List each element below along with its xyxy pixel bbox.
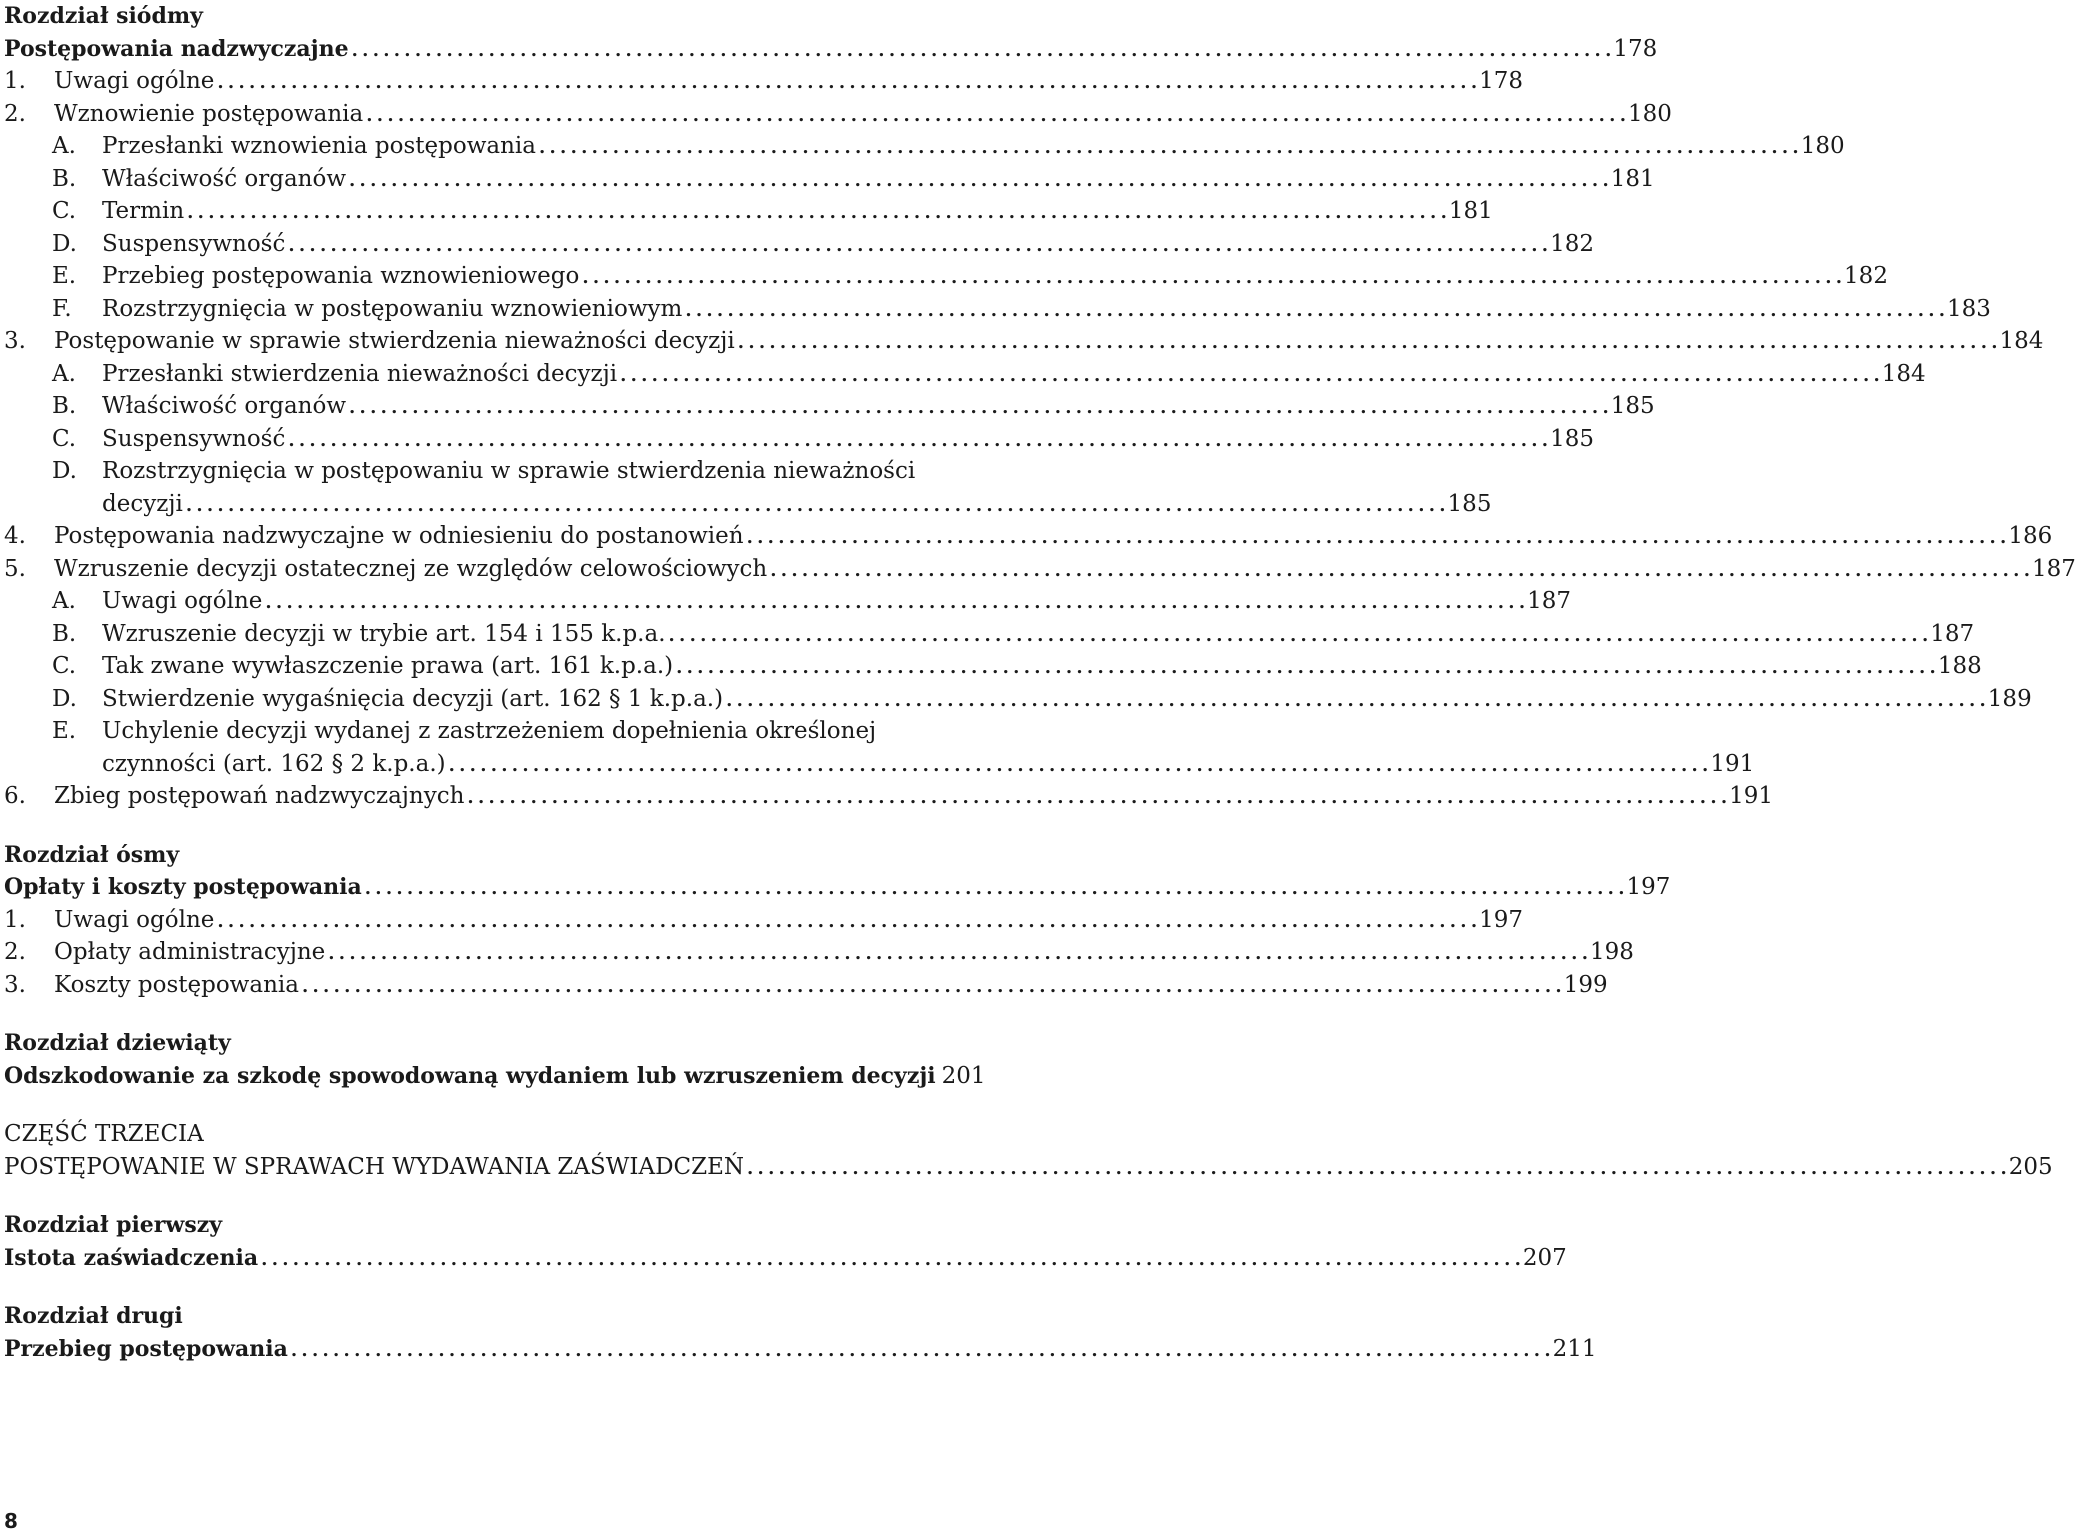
- toc-entry: [4, 423, 1594, 456]
- toc-entry: [4, 748, 1755, 781]
- entry-page: 185: [1550, 425, 1594, 452]
- dot-leader: [582, 262, 1841, 295]
- dot-leader: [352, 35, 1611, 68]
- entry-number: C.: [52, 653, 77, 679]
- entry-number: B.: [52, 165, 77, 192]
- entry-title: Termin: [102, 198, 185, 224]
- chapter-heading: [4, 1027, 954, 1060]
- entry-title: Koszty postępowania: [54, 971, 299, 998]
- toc-entry: [4, 715, 954, 748]
- entry-number: C.: [52, 425, 77, 452]
- heading-text: Rozdział drugi: [4, 1303, 183, 1329]
- entry-page: 211: [1552, 1335, 1597, 1362]
- entry-title: Uwagi ogólne: [54, 68, 215, 94]
- toc-entry: [4, 780, 1774, 813]
- entry-number: A.: [52, 133, 76, 159]
- entry-page: 189: [1987, 685, 2032, 712]
- toc-entry: [4, 969, 1608, 1002]
- heading-text: Rozdział ósmy: [4, 841, 180, 868]
- dot-leader: [261, 1244, 1520, 1277]
- dot-leader: [328, 938, 1587, 971]
- entry-page: 181: [1448, 198, 1493, 224]
- entry-page: 187: [2031, 555, 2076, 582]
- dot-leader: [265, 587, 1524, 620]
- dot-leader: [365, 873, 1624, 906]
- entry-title: Wzruszenie decyzji w trybie art. 154 i 155 k.p.a.: [102, 620, 666, 647]
- dot-leader: [291, 1335, 1550, 1368]
- dot-leader: [186, 490, 1445, 523]
- entry-page: 186: [2008, 523, 2053, 549]
- toc-entry: [4, 260, 1888, 293]
- toc-entry: [4, 33, 1658, 66]
- entry-title: Istota zaświadczenia: [4, 1244, 259, 1271]
- toc-entry: [4, 1333, 1597, 1366]
- entry-page: 184: [1881, 360, 1926, 387]
- toc-entry: [4, 98, 1672, 131]
- toc-entry: [4, 65, 1523, 98]
- dot-leader: [467, 782, 1726, 815]
- entry-page: 184: [1999, 328, 2044, 354]
- chapter-heading: [4, 0, 954, 33]
- entry-title: Postępowania nadzwyczajne w odniesieniu do postanowień: [54, 523, 744, 549]
- entry-page: 187: [1930, 620, 1975, 647]
- toc-entry: [4, 358, 1926, 391]
- entry-title: Właściwość organów: [102, 393, 347, 419]
- entry-page: 182: [1844, 263, 1888, 289]
- entry-page: 185: [1447, 490, 1492, 517]
- toc-entry: [4, 618, 1975, 651]
- entry-page: 178: [1613, 35, 1658, 62]
- dot-leader: [349, 165, 1608, 198]
- dot-leader: [747, 1153, 2006, 1186]
- entry-page: 180: [1627, 100, 1672, 127]
- entry-page: 187: [1527, 588, 1571, 614]
- toc-entry: [4, 904, 1523, 937]
- entry-page: 182: [1550, 230, 1594, 257]
- dot-leader: [217, 67, 1476, 100]
- entry-page: 205: [2008, 1153, 2053, 1180]
- toc-entry: [4, 650, 1982, 683]
- entry-page: 201: [941, 1062, 986, 1089]
- dot-leader: [288, 230, 1547, 263]
- entry-number: 3.: [4, 971, 26, 998]
- entry-page: 197: [1626, 874, 1671, 900]
- entry-number: 5.: [4, 555, 26, 582]
- toc-entry: [4, 195, 1493, 228]
- entry-number: A.: [52, 588, 76, 614]
- entry-title: Postępowania nadzwyczajne: [4, 35, 349, 62]
- entry-title: Przesłanki wznowienia postępowania: [102, 133, 536, 159]
- dot-leader: [669, 620, 1928, 653]
- entry-title: decyzji: [102, 490, 183, 517]
- entry-number: A.: [52, 360, 76, 387]
- dot-leader: [726, 685, 1985, 718]
- toc-entry: [4, 488, 1492, 521]
- entry-title: POSTĘPOWANIE W SPRAWACH WYDAWANIA ZAŚWIADCZEŃ: [4, 1153, 745, 1180]
- toc-entry: [4, 871, 1671, 904]
- entry-page: 188: [1937, 653, 1982, 679]
- dot-leader: [770, 555, 2029, 588]
- dot-leader: [366, 100, 1625, 133]
- entry-page: 178: [1479, 68, 1523, 94]
- entry-title: Uwagi ogólne: [102, 588, 263, 614]
- toc-entry: [4, 455, 954, 488]
- entry-number: 2.: [4, 939, 26, 965]
- dot-leader: [620, 360, 1879, 393]
- entry-title: Opłaty administracyjne: [54, 939, 326, 965]
- entry-number: F.: [52, 295, 72, 322]
- entry-number: D.: [52, 458, 77, 484]
- entry-title: Wzruszenie decyzji ostatecznej ze względów celowościowych: [54, 555, 768, 582]
- part-heading: [4, 1118, 954, 1151]
- entry-number: 1.: [4, 906, 26, 933]
- toc-entry: [4, 683, 2032, 716]
- table-of-contents: [4, 0, 2076, 1365]
- entry-page: 191: [1710, 750, 1755, 777]
- entry-page: 199: [1563, 971, 1608, 998]
- toc-entry: [4, 163, 1655, 196]
- entry-title: Suspensywność: [102, 425, 286, 452]
- entry-page: 183: [1947, 295, 1991, 322]
- dot-leader: [539, 132, 1798, 165]
- entry-page: 207: [1522, 1244, 1567, 1271]
- dot-leader: [685, 295, 1944, 328]
- entry-title: Zbieg postępowań nadzwyczajnych: [54, 783, 465, 809]
- toc-entry: [4, 1151, 2053, 1184]
- entry-page: 185: [1610, 393, 1655, 419]
- entry-number: 2.: [4, 100, 26, 127]
- toc-entry: [4, 130, 1845, 163]
- entry-title: Postępowanie w sprawie stwierdzenia nieważności decyzji: [54, 328, 735, 354]
- heading-text: Rozdział siódmy: [4, 3, 203, 29]
- entry-title: Stwierdzenie wygaśnięcia decyzji (art. 162 § 1 k.p.a.): [102, 685, 724, 712]
- entry-title: Opłaty i koszty postępowania: [4, 874, 362, 900]
- entry-number: 4.: [4, 523, 26, 549]
- chapter-heading: [4, 839, 954, 872]
- dot-leader: [738, 327, 1997, 360]
- entry-number: 3.: [4, 328, 26, 354]
- entry-title: Przebieg postępowania: [4, 1335, 288, 1362]
- entry-number: D.: [52, 230, 77, 257]
- toc-entry: [4, 520, 2053, 553]
- entry-title: Suspensywność: [102, 230, 286, 257]
- dot-leader: [302, 971, 1561, 1004]
- toc-entry: [4, 936, 1634, 969]
- heading-text: Rozdział dziewiąty: [4, 1030, 231, 1056]
- dot-leader: [288, 425, 1547, 458]
- dot-leader: [449, 750, 1708, 783]
- entry-number: 6.: [4, 783, 26, 809]
- entry-page: 197: [1479, 906, 1523, 933]
- toc-entry: [4, 585, 1571, 618]
- entry-title: Właściwość organów: [102, 165, 347, 192]
- dot-leader: [217, 906, 1476, 939]
- entry-title: Wznowienie postępowania: [54, 100, 364, 127]
- entry-title: Uwagi ogólne: [54, 906, 215, 933]
- entry-title: czynności (art. 162 § 2 k.p.a.): [102, 750, 446, 777]
- toc-entry: [4, 293, 1991, 326]
- toc-entry: [4, 1242, 1567, 1275]
- page-number: 8: [4, 1509, 18, 1533]
- entry-number: E.: [52, 263, 77, 289]
- dot-leader: [349, 392, 1608, 425]
- entry-title: Rozstrzygnięcia w postępowaniu w sprawie stwierdzenia nieważności: [102, 458, 916, 484]
- entry-number: B.: [52, 620, 77, 647]
- entry-number: B.: [52, 393, 77, 419]
- toc-entry: [4, 1060, 986, 1093]
- entry-title: Uchylenie decyzji wydanej z zastrzeżeniem dopełnienia określonej: [102, 718, 877, 744]
- dot-leader: [187, 197, 1446, 230]
- toc-entry: [4, 228, 1594, 261]
- toc-entry: [4, 390, 1655, 423]
- entry-page: 180: [1800, 133, 1845, 159]
- heading-text: Rozdział pierwszy: [4, 1212, 222, 1238]
- dot-leader: [747, 522, 2006, 555]
- heading-text: CZĘŚĆ TRZECIA: [4, 1121, 204, 1147]
- chapter-heading: [4, 1300, 954, 1333]
- entry-number: C.: [52, 198, 77, 224]
- entry-title: Przesłanki stwierdzenia nieważności decyzji: [102, 360, 618, 387]
- entry-number: E.: [52, 718, 77, 744]
- entry-number: 1.: [4, 68, 26, 94]
- entry-title: Tak zwane wywłaszczenie prawa (art. 161 k.p.a.): [102, 653, 674, 679]
- entry-title: Odszkodowanie za szkodę spowodowaną wydaniem lub wzruszeniem decyzji: [4, 1062, 936, 1089]
- dot-leader: [676, 652, 1935, 685]
- entry-page: 198: [1589, 939, 1634, 965]
- entry-title: Rozstrzygnięcia w postępowaniu wznowieniowym: [102, 295, 683, 322]
- toc-entry: [4, 325, 2044, 358]
- entry-number: D.: [52, 685, 77, 712]
- toc-entry: [4, 553, 2076, 586]
- entry-page: 181: [1610, 165, 1655, 192]
- entry-page: 191: [1729, 783, 1774, 809]
- entry-title: Przebieg postępowania wznowieniowego: [102, 263, 580, 289]
- chapter-heading: [4, 1209, 954, 1242]
